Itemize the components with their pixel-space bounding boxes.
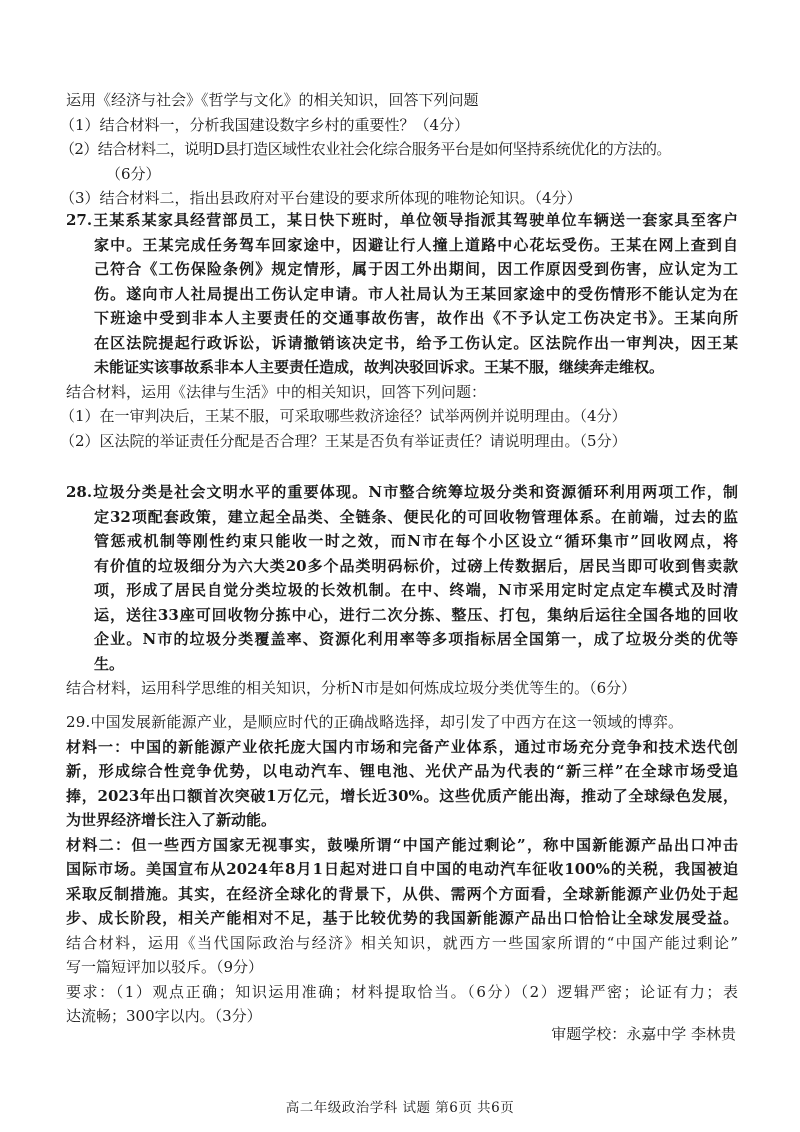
q27-material-line: 在区法院提起行政诉讼，诉请撤销该决定书，给予工伤认定。区法院作出一审判决，因王某 <box>94 333 738 352</box>
q27-sub-question-2: （2）区法院的举证责任分配是否合理？王某是否负有举证责任？请说明理由。（5分） <box>60 431 627 450</box>
material-2-label: 材料二： <box>66 835 132 854</box>
sub-question-2-points: （6分） <box>106 164 161 183</box>
q29-intro: 29.中国发展新能源产业，是顺应时代的正确战略选择，却引发了中西方在这一领域的博弈。 <box>66 713 684 731</box>
sub-question-3: （3）结合材料二，指出县政府对平台建设的要求所体现的唯物论知识。（4分） <box>60 189 582 207</box>
q27-material-line: 27.王某系某家具经营部员工，某日快下班时，单位领导指派其驾驶单位车辆送一套家具至客户 <box>66 211 738 229</box>
question-26-prompts <box>60 88 738 211</box>
q29-material-2-line: 采取反制措施。其实，在经济全球化的背景下，从供、需两个方面看，全球新能源产业仍处于起 <box>66 884 738 903</box>
material-1-text: 中国的新能源产业依托庞大国内市场和完备产业体系，通过市场充分竞争和技术迭代创 <box>130 737 738 756</box>
q29-material-1-first-line <box>66 735 738 760</box>
sub-question-1: （1）结合材料一，分析我国建设数字乡村的重要性？（4分） <box>60 115 470 134</box>
q29-material-1-line: 新，形成综合性竞争优势，以电动汽车、锂电池、光伏产品为代表的“新三样”在全球市场受追 <box>66 762 738 780</box>
q27-material-line: 家中。王某完成任务驾车回家途中，因避让行人撞上道路中心花坛受伤。王某在网上查到自 <box>94 235 738 254</box>
q28-material-line: 28.垃圾分类是社会文明水平的重要体现。N市整合统筹垃圾分类和资源循环利用两项工作，制 <box>66 483 738 501</box>
q29-material-1-line: 捧，2023年出口额首次突破1万亿元，增长近30%。这些优质产能出海，推动了全球绿色发展， <box>66 786 738 805</box>
q29-material-1-line: 为世界经济增长注入了新动能。 <box>66 811 277 829</box>
q29-prompt-line: 结合材料，运用《当代国际政治与经济》相关知识，就西方一些国家所谓的“中国产能过剩论” <box>66 933 738 952</box>
q28-material-line: 生。 <box>94 654 125 673</box>
q27-material-line: 伤。遂向市人社局提出工伤认定申请。市人社局认为王某回家途中的受伤情形不能认定为在 <box>94 284 738 303</box>
material-2-text: 但一些西方国家无视事实，鼓噪所谓“中国产能过剩论”，称中国新能源产品出口冲击 <box>131 835 738 854</box>
page-footer: 高二年级政治学科 试题 第6页 共6页 <box>285 1100 515 1116</box>
q28-material-line: 有价值的垃圾细分为六大类20多个品类明码标价，过磅上传数据后，居民当即可收到售卖款 <box>94 556 738 575</box>
q28-material-line: 运，送往33座可回收物分拣中心，进行二次分拣、整压、打包，集纳后运往全国各地的回收 <box>94 605 738 624</box>
question-27 <box>60 208 738 453</box>
q29-prompt-line: 写一篇短评加以驳斥。（9分） <box>66 958 264 976</box>
q27-prompt: 结合材料，运用《法律与生活》中的相关知识，回答下列问题： <box>66 382 487 401</box>
q27-material-line: 未能证实该事故系非本人主要责任造成，故判决驳回诉求。王某不服，继续奔走维权。 <box>94 358 665 376</box>
material-1-label: 材料一： <box>66 737 131 756</box>
q29-requirements-line: 达流畅；300字以内。（3分） <box>66 1007 262 1025</box>
q29-material-2-line: 步、成长阶段，相关产能相对不足，基于比较优势的我国新能源产品出口恰恰让全球发展受益。 <box>66 909 738 927</box>
instruction-line: 运用《经济与社会》《哲学与文化》的相关知识，回答下列问题 <box>66 91 479 109</box>
question-28 <box>66 480 738 701</box>
question-29 <box>66 710 738 1029</box>
q29-requirements-line: 要求：（1）观点正确；知识运用准确；材料提取恰当。（6分）（2）逻辑严密；论证有力；表 <box>66 982 738 1001</box>
reviewer-signature: 审题学校：永嘉中学 李林贵 <box>551 1025 736 1043</box>
sub-question-2: （2）结合材料二，说明D县打造区域性农业社会化综合服务平台是如何坚持系统优化的方法的。 <box>60 140 671 158</box>
q27-sub-question-1: （1）在一审判决后，王某不服，可采取哪些救济途径？试举两例并说明理由。（4分） <box>60 407 627 425</box>
q29-material-2-line: 国际市场。美国宣布从2024年8月1日起对进口自中国的电动汽车征收100%的关税，我国被迫 <box>66 860 738 878</box>
q29-material-2-first-line <box>66 833 738 858</box>
q28-prompt: 结合材料，运用科学思维的相关知识，分析N市是如何炼成垃圾分类优等生的。（6分） <box>66 679 637 697</box>
q28-material-line: 项，形成了居民自觉分类垃圾的长效机制。在中、终端，N市采用定时定点定车模式及时清 <box>94 581 738 599</box>
q27-material-line: 己符合《工伤保险条例》规定情形，属于因工外出期间，因工作原因受到伤害，应认定为工 <box>94 260 738 278</box>
q28-material-line: 管惩戒机制等刚性约束只能收一时之效，而N市在每个小区设立“循环集市”回收网点，将 <box>94 532 738 550</box>
q27-material-line: 下班途中受到非本人主要责任的交通事故伤害，故作出《不予认定工伤决定书》。王某向所 <box>94 309 738 327</box>
q28-material-line: 定32项配套政策，建立起全品类、全链条、便民化的可回收物管理体系。在前端，过去的监 <box>94 507 738 526</box>
q28-material-line: 企业。N市的垃圾分类覆盖率、资源化利用率等多项指标居全国第一，成了垃圾分类的优等 <box>94 630 738 648</box>
